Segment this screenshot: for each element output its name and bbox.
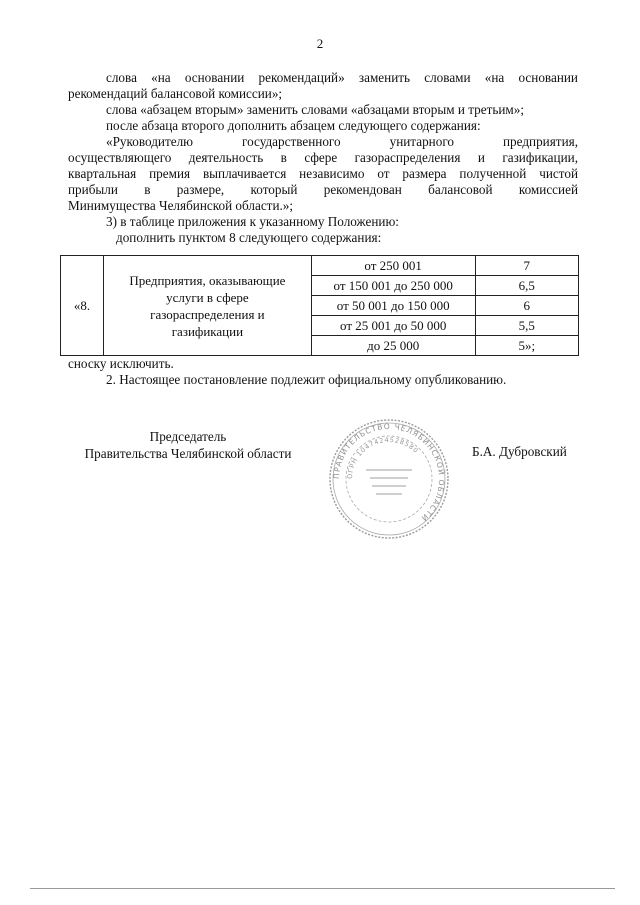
profit-range: от 150 001 до 250 000 xyxy=(311,276,475,296)
footer-divider xyxy=(30,888,615,889)
signatory-title-line-1: Председатель xyxy=(149,429,227,444)
body-text xyxy=(68,70,578,246)
enterprise-type-line: услуги в сфере xyxy=(166,289,249,305)
quote-line-2: осуществляющего деятельность в сфере газораспределения и газификации, xyxy=(68,150,578,165)
item-2: 2. Настоящее постановление подлежит официальному опубликованию. xyxy=(106,372,507,387)
quote-line-1: «Руководителю государственного унитарного предприятия, xyxy=(106,134,578,149)
paragraph-3: после абзаца второго дополнить абзацем следующего содержания: xyxy=(106,118,481,133)
signatory-title xyxy=(68,428,308,462)
signatory-title-line-2: Правительства Челябинской области xyxy=(84,446,292,461)
paragraph-1-cont: рекомендаций балансовой комиссии»; xyxy=(68,86,283,101)
paragraph-1-line-1: слова «на основании рекомендаций» заменить словами «на основании xyxy=(106,70,578,85)
table-row xyxy=(61,256,579,276)
svg-text:ПРАВИТЕЛЬСТВО ЧЕЛЯБИНСКОЙ ОБЛА: ПРАВИТЕЛЬСТВО ЧЕЛЯБИНСКОЙ ОБЛАСТИ xyxy=(331,421,447,524)
page-number: 2 xyxy=(316,36,324,51)
item-number: «8. xyxy=(61,256,104,356)
bonus-rate: 7 xyxy=(475,256,578,276)
appendix-table xyxy=(60,255,579,356)
paragraph-5: дополнить пунктом 8 следующего содержания: xyxy=(116,230,382,245)
bonus-rate: 6 xyxy=(475,296,578,316)
footnote-instruction: сноску исключить. xyxy=(68,356,174,371)
svg-text:ОГРН 1047424528580: ОГРН 1047424528580 xyxy=(345,435,421,480)
paragraph-4: 3) в таблице приложения к указанному Положению: xyxy=(106,214,399,229)
quote-line-5: Минимущества Челябинской области.»; xyxy=(68,198,294,213)
after-table-text xyxy=(68,356,588,388)
profit-range: до 25 000 xyxy=(311,336,475,356)
bonus-rate: 5,5 xyxy=(475,316,578,336)
profit-range: от 25 001 до 50 000 xyxy=(311,316,475,336)
bonus-rate: 5»; xyxy=(475,336,578,356)
enterprise-type-line: газификации xyxy=(171,323,244,339)
enterprise-type xyxy=(103,256,311,356)
quote-line-4: прибыли в размере, который рекомендован балансовой комиссией xyxy=(68,182,578,197)
profit-range: от 50 001 до 150 000 xyxy=(311,296,475,316)
enterprise-type-line: Предприятия, оказывающие xyxy=(129,272,286,288)
profit-range: от 250 001 xyxy=(311,256,475,276)
enterprise-type-line: газораспределения и xyxy=(150,306,265,322)
official-seal xyxy=(326,418,452,540)
quote-line-3: квартальная премия выплачивается независимо от размера полученной чистой xyxy=(68,166,578,181)
paragraph-1 xyxy=(68,70,578,86)
paragraph-2: слова «абзацем вторым» заменить словами «абзацами вторым и третьим»; xyxy=(106,102,525,117)
signatory-name: Б.А. Дубровский xyxy=(472,444,567,459)
bonus-rate: 6,5 xyxy=(475,276,578,296)
